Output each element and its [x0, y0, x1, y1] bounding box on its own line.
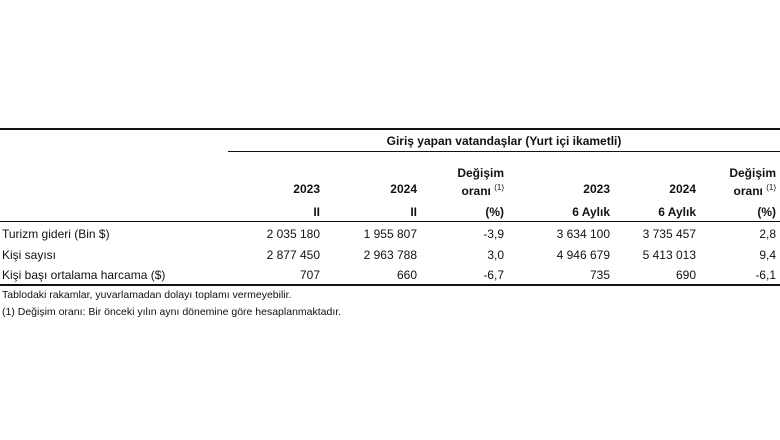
col3-change-unit: (%) [485, 205, 504, 219]
table-cell: 1 955 807 [363, 227, 417, 241]
col6-change-line1: Değişim [729, 166, 776, 180]
group-title-rule [228, 151, 780, 152]
col5-year: 2024 [669, 182, 696, 196]
col6-change-unit: (%) [757, 205, 776, 219]
footnote-rounding: Tablodaki rakamlar, yuvarlamadan dolayı toplamı vermeyebilir. [2, 289, 292, 301]
table-cell: 707 [299, 268, 320, 282]
col1-period: II [313, 205, 320, 219]
table-cell: 3 634 100 [556, 227, 610, 241]
col6-change-line2: oranı $^{(1)}$ [733, 183, 776, 198]
table-top-rule [0, 128, 780, 130]
table-cell: -3,9 [483, 227, 504, 241]
col4-period: 6 Aylık [572, 205, 610, 219]
row-label: Kişi başı ortalama harcama ($) [2, 268, 166, 282]
table-cell: 2 963 788 [363, 248, 417, 262]
table-cell: -6,7 [483, 268, 504, 282]
table-cell: 735 [589, 268, 610, 282]
table-cell: 690 [675, 268, 696, 282]
col1-year: 2023 [293, 182, 320, 196]
col2-period: II [410, 205, 417, 219]
table-cell: 660 [396, 268, 417, 282]
table-cell: 3,0 [487, 248, 504, 262]
table-cell: 2,8 [759, 227, 776, 241]
col4-year: 2023 [583, 182, 610, 196]
header-bottom-rule [0, 221, 780, 222]
col2-year: 2024 [390, 182, 417, 196]
col3-change-line2: oranı $^{(1)}$ [461, 183, 504, 198]
col3-footnote-marker: (1) [494, 183, 504, 192]
row-label: Turizm gideri (Bin $) [2, 227, 110, 241]
col5-period: 6 Aylık [658, 205, 696, 219]
footnote-change-rate: (1) Değişim oranı: Bir önceki yılın aynı dönemine göre hesaplanmaktadır. [2, 306, 342, 318]
group-title: Giriş yapan vatandaşlar (Yurt içi ikametli) [386, 134, 622, 148]
col6-footnote-marker: (1) [766, 183, 776, 192]
table-bottom-rule [0, 284, 780, 286]
row-label: Kişi sayısı [2, 248, 57, 262]
col3-change-line1: Değişim [457, 166, 504, 180]
table-cell: -6,1 [755, 268, 776, 282]
table-cell: 5 413 013 [642, 248, 696, 262]
table-cell: 2 877 450 [266, 248, 320, 262]
table-cell: 4 946 679 [556, 248, 610, 262]
table-cell: 9,4 [759, 248, 776, 262]
table-cell: 2 035 180 [266, 227, 320, 241]
table-cell: 3 735 457 [642, 227, 696, 241]
